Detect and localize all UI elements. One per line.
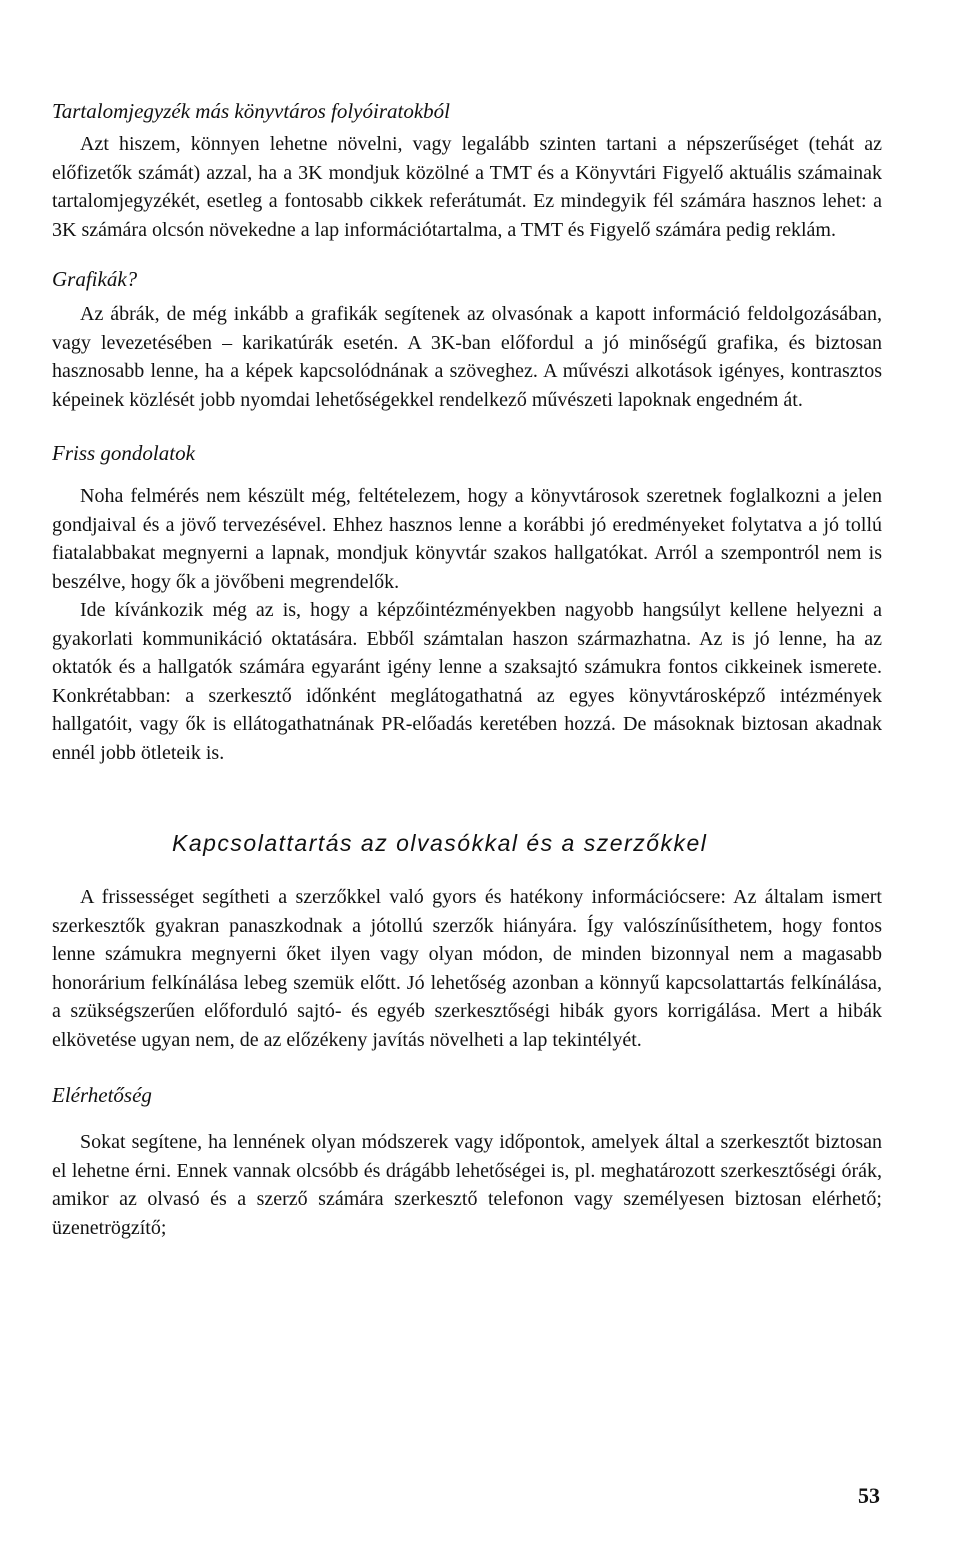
page-body bbox=[52, 96, 882, 1242]
paragraph-friss-1: Noha felmérés nem készült még, feltételezem, hogy a könyvtárosok szeretnek foglalkozni a jelen gondjaival és a jövő tervezésével. Ehhez hasznos lenne a korábbi jó eredményeket folytatva a jó tollú fiatalabbakat megnyerni a lapnak, mondjuk könyvtár szakos hallgatókat. Arról a szempontról nem is beszélve, hogy ők a jövőbeni megrendelők. bbox=[52, 485, 882, 593]
paragraph-elerhetoseg: Sokat segítene, ha lennének olyan módszerek vagy időpontok, amelyek által a szerkesztőt biztosan el lehetne érni. Ennek vannak olcsóbb és drágább lehetőségei is, pl. meghatározott szerkesztőségi órák, amikor az olvasó és a szerző számára szerkesztő telefonon vagy személyesen biztosan elérhető; üzenetrögzítő; bbox=[52, 1131, 882, 1239]
paragraph-friss-2: Ide kívánkozik még az is, hogy a képzőintézményekben nagyobb hangsúlyt kellene helyezni a gyakorlati kommunikáció oktatására. Ebből számtalan haszon származhatna. Az is jó lenne, ha az oktatók és a hallgatók számára egyaránt igény lenne a szaksajtó számukra fontos cikkeinek ismerete. Konkrétabban: a szerkesztő időnként meglátogathatná az egyes könyvtárosképző intézmények hallgatóit, vagy ők is ellátogathatnának PR-előadás keretében hozzá. De másoknak biztosan akadnak ennél jobb ötleteik is. bbox=[52, 599, 882, 764]
page-number: 53 bbox=[858, 1483, 880, 1508]
section-title-kapcsolattartas: Kapcsolattartás az olvasókkal és a szerzőkkel bbox=[172, 830, 708, 856]
section-title-grafikak: Grafikák? bbox=[52, 267, 138, 291]
paragraph-tartalom: Azt hiszem, könnyen lehetne növelni, vagy legalább szinten tartani a népszerűséget (tehát az előfizetők számát) azzal, ha a 3K mondjuk közölné a TMT és a Könyvtári Figyelő aktuális számainak tartalomjegyzékét, esetleg a fontosabb cikkek referátumát. Ez mindegyik fél számára hasznos lehet: a 3K számára olcsón növekedne a lap információtartalma, a TMT és Figyelő számára pedig reklám. bbox=[52, 133, 882, 241]
section-title-friss: Friss gondolatok bbox=[52, 441, 195, 465]
section-title-tartalom: Tartalomjegyzék más könyvtáros folyóiratokból bbox=[52, 99, 450, 123]
paragraph-kapcsolattartas: A frissességet segítheti a szerzőkkel való gyors és hatékony információcsere: Az általam ismert szerkesztők gyakran panaszkodnak a jótollú szerzők hiányára. Így valószínűsíthetem, hogy fontos lenne számukra megnyerni őket ilyen vagy olyan módon, de minden bizonnyal nem a magasabb honorárium felkínálása lebeg szemük előtt. Jó lehetőség azonban a könnyű kapcsolattartás felkínálása, a szükségszerűen előforduló sajtó- és egyéb szerkesztőségi hibák gyors korrigálása. Mert a hibák elkövetése ugyan nem, de az előzékeny javítás növelheti a lap tekintélyét. bbox=[52, 886, 882, 1051]
paragraph-grafikak: Az ábrák, de még inkább a grafikák segítenek az olvasónak a kapott információ feldolgozásában, vagy levezetésében – karikatúrák esetén. A 3K-ban előfordul a jó minőségű grafika, és biztosan hasznosabb lenne, ha a képek kapcsolódnának a szöveghez. A művészi alkotások igényes, kontrasztos képeinek közlését jobb nyomdai lehetőségekkel rendelkező művészeti lapoknak engedném át. bbox=[52, 303, 882, 411]
section-title-elerhetoseg: Elérhetőség bbox=[52, 1083, 152, 1107]
